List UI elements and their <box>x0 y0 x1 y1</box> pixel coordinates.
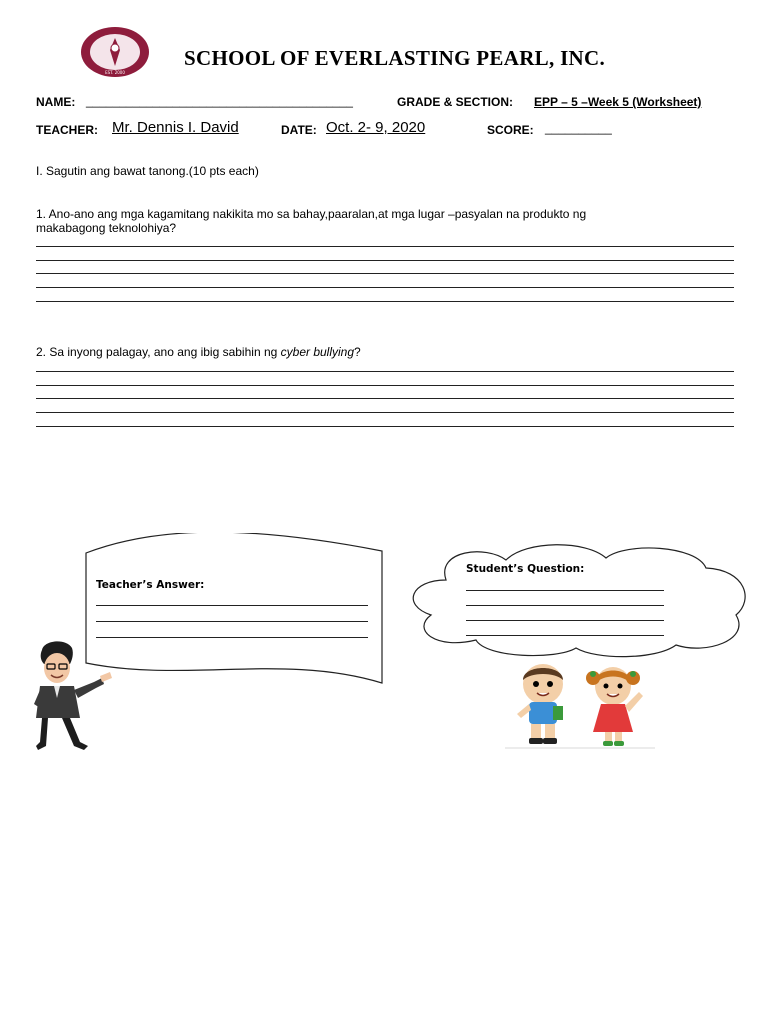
answer-line-2c[interactable] <box>36 398 734 399</box>
question-2 <box>36 345 361 359</box>
date-value: Oct. 2- 9, 2020 <box>326 119 426 136</box>
answer-line-1e[interactable] <box>36 301 734 302</box>
teacher-answer-line-1[interactable] <box>96 605 368 606</box>
student-question-line-4[interactable] <box>466 635 664 636</box>
teacher-answer-line-2[interactable] <box>96 621 368 622</box>
teacher-label: TEACHER: <box>36 123 98 137</box>
name-blank[interactable]: ________________________________________ <box>86 94 353 108</box>
question-1-line-2: makabagong teknolohiya? <box>36 221 177 235</box>
answer-line-1c[interactable] <box>36 273 734 274</box>
instructions: I. Sagutin ang bawat tanong.(10 pts each) <box>36 164 259 178</box>
student-question-line-1[interactable] <box>466 590 664 591</box>
answer-line-2d[interactable] <box>36 412 734 413</box>
grade-section-value: EPP – 5 –Week 5 (Worksheet) <box>534 95 702 109</box>
teacher-cartoon-icon <box>30 638 120 756</box>
question-2-emphasis: cyber bullying <box>280 345 355 359</box>
teacher-answer-title: Teacher’s Answer: <box>96 579 205 591</box>
score-label: SCORE: <box>487 123 534 137</box>
school-title: SCHOOL OF EVERLASTING PEARL, INC. <box>184 46 606 70</box>
question-2-suffix: ? <box>354 345 361 359</box>
grade-section-label: GRADE & SECTION: <box>397 95 514 109</box>
name-label: NAME: <box>36 95 76 109</box>
answer-line-2a[interactable] <box>36 371 734 372</box>
student-question-title: Student’s Question: <box>466 563 585 575</box>
answer-line-1b[interactable] <box>36 260 734 261</box>
question-2-text: 2. Sa inyong palagay, ano ang ibig sabihin ng <box>36 345 281 359</box>
school-logo <box>80 26 150 78</box>
teacher-answer-banner <box>84 533 386 695</box>
question-1-line-1: 1. Ano-ano ang mga kagamitang nakikita mo sa bahay,paaralan,at mga lugar –pasyalan na produkto ng <box>36 207 587 221</box>
date-label: DATE: <box>281 123 317 137</box>
answer-line-2e[interactable] <box>36 426 734 427</box>
answer-line-1d[interactable] <box>36 287 734 288</box>
teacher-name: Mr. Dennis I. David <box>112 119 239 136</box>
score-blank[interactable]: __________ <box>545 121 612 135</box>
students-cartoon-icon <box>505 662 655 750</box>
student-question-line-2[interactable] <box>466 605 664 606</box>
student-question-cloud <box>406 540 754 660</box>
answer-line-2b[interactable] <box>36 385 734 386</box>
student-question-line-3[interactable] <box>466 620 664 621</box>
logo-year: EST. 2000 <box>105 70 125 75</box>
answer-line-1a[interactable] <box>36 246 734 247</box>
teacher-answer-line-3[interactable] <box>96 637 368 638</box>
